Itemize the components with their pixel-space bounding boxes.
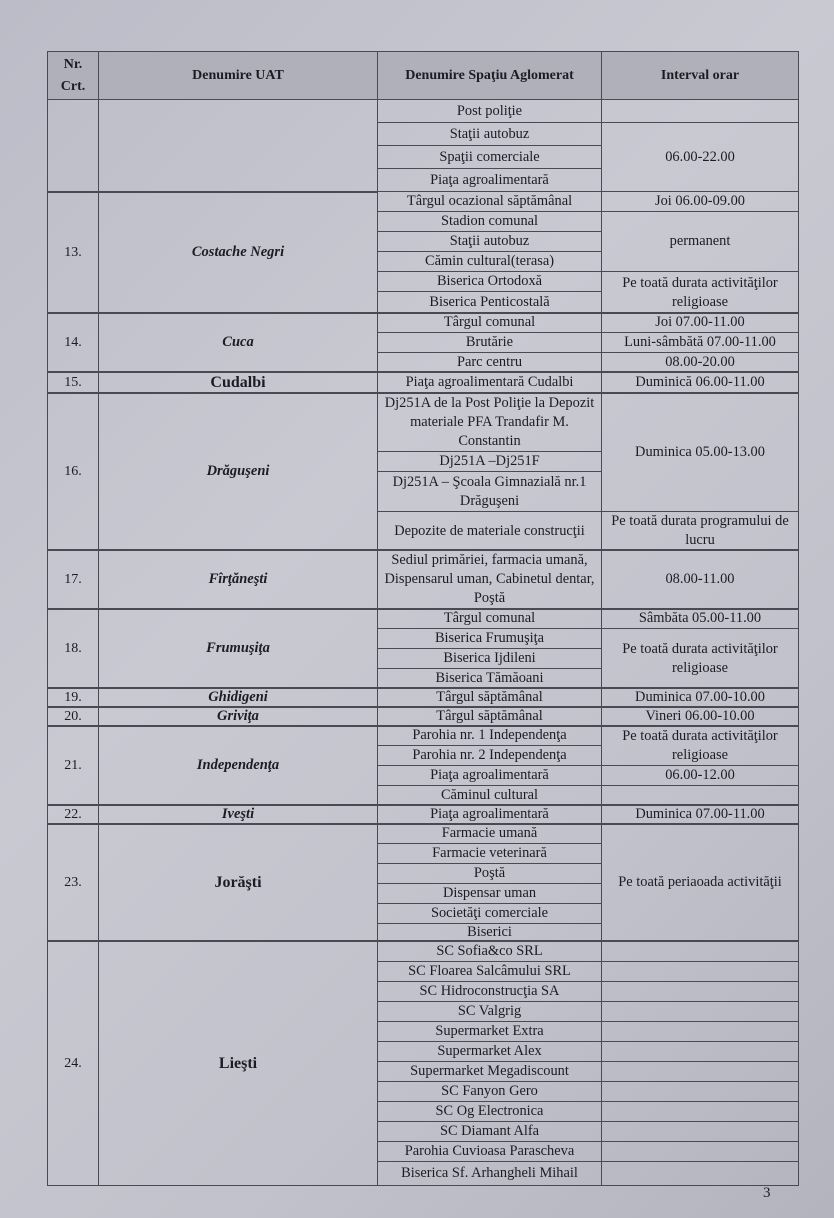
interval: Pe toată periaoada activităţii <box>601 823 799 942</box>
uat-name: Iveşti <box>98 804 378 825</box>
row-number: 23. <box>47 823 99 942</box>
space-name: Târgul comunal <box>377 608 602 629</box>
page-number: 3 <box>763 1185 771 1201</box>
uat-name: Fîrţăneşti <box>98 549 378 610</box>
interval: Pe toată durata activităţilor religioase <box>601 628 799 689</box>
space-name: Depozite de materiale construcţii <box>377 511 602 551</box>
space-name: Farmacie veterinară <box>377 843 602 864</box>
space-name: Societăţi comerciale <box>377 903 602 924</box>
uat-name: Griviţa <box>98 706 378 727</box>
space-name: Sediul primăriei, farmacia umană, Dispensarul uman, Cabinetul dentar, Poştă <box>377 549 602 610</box>
interval: Pe toată durata activităţilor religioase <box>601 725 799 766</box>
space-name: Dj251A – Şcoala Gimnazială nr.1 Drăguşeni <box>377 471 602 512</box>
interval: Pe toată durata activităţilor religioase <box>601 271 799 314</box>
interval <box>601 1041 799 1062</box>
uat-name: Jorăşti <box>98 823 378 942</box>
interval <box>601 1141 799 1162</box>
space-name: Piaţa agroalimentară <box>377 168 602 192</box>
space-name: SC Hidroconstrucţia SA <box>377 981 602 1002</box>
uat-name: Costache Negri <box>98 191 378 314</box>
space-name: Biserica Ortodoxă <box>377 271 602 292</box>
space-name: Supermarket Megadiscount <box>377 1061 602 1082</box>
space-name: Supermarket Alex <box>377 1041 602 1062</box>
space-name: Staţii autobuz <box>377 231 602 252</box>
interval: Luni-sâmbătă 07.00-11.00 <box>601 332 799 353</box>
row-number: 18. <box>47 608 99 689</box>
row-number <box>47 99 99 193</box>
space-name: Parohia Cuvioasa Parascheva <box>377 1141 602 1162</box>
space-name: Târgul ocazional săptămânal <box>377 191 602 212</box>
space-name: Biserica Tămăoani <box>377 668 602 689</box>
space-name: Târgul comunal <box>377 312 602 333</box>
uat-name: Cuca <box>98 312 378 373</box>
header-nr: Nr. Crt. <box>47 51 99 100</box>
interval: Duminică 06.00-11.00 <box>601 371 799 394</box>
row-number: 21. <box>47 725 99 806</box>
interval <box>601 961 799 982</box>
uat-name: Cudalbi <box>98 371 378 394</box>
space-name: SC Sofia&co SRL <box>377 940 602 962</box>
uat-name: Lieşti <box>98 940 378 1186</box>
space-name: Târgul săptămânal <box>377 687 602 708</box>
interval <box>601 785 799 806</box>
uat-name: Frumuşiţa <box>98 608 378 689</box>
interval: Joi 07.00-11.00 <box>601 312 799 333</box>
interval <box>601 1021 799 1042</box>
space-name: SC Og Electronica <box>377 1101 602 1122</box>
interval: Pe toată durata programului de lucru <box>601 511 799 551</box>
interval: Duminica 07.00-11.00 <box>601 804 799 825</box>
space-name: Biserica Sf. Arhangheli Mihail <box>377 1161 602 1186</box>
space-name: Dispensar uman <box>377 883 602 904</box>
space-name: Căminul cultural <box>377 785 602 806</box>
space-name: SC Fanyon Gero <box>377 1081 602 1102</box>
header-interval: Interval orar <box>601 51 799 100</box>
row-number: 19. <box>47 687 99 708</box>
row-number: 20. <box>47 706 99 727</box>
space-name: Piaţa agroalimentară <box>377 765 602 786</box>
space-name: Cămin cultural(terasa) <box>377 251 602 272</box>
space-name: Poştă <box>377 863 602 884</box>
space-name: Dj251A –Dj251F <box>377 451 602 472</box>
interval: 08.00-20.00 <box>601 352 799 373</box>
space-name: Supermarket Extra <box>377 1021 602 1042</box>
interval: Vineri 06.00-10.00 <box>601 706 799 727</box>
row-number: 17. <box>47 549 99 610</box>
space-name: Staţii autobuz <box>377 122 602 146</box>
interval: permanent <box>601 211 799 272</box>
space-name: SC Floarea Salcâmului SRL <box>377 961 602 982</box>
space-name: Târgul săptămânal <box>377 706 602 727</box>
interval <box>601 1081 799 1102</box>
space-name: Piaţa agroalimentară Cudalbi <box>377 371 602 394</box>
space-name: SC Valgrig <box>377 1001 602 1022</box>
space-name: Post poliţie <box>377 99 602 123</box>
row-number: 24. <box>47 940 99 1186</box>
row-number: 22. <box>47 804 99 825</box>
interval <box>601 981 799 1002</box>
uat-name: Independenţa <box>98 725 378 806</box>
space-name: Biserica Penticostală <box>377 291 602 314</box>
space-name: Piaţa agroalimentară <box>377 804 602 825</box>
interval: Joi 06.00-09.00 <box>601 191 799 212</box>
interval: Sâmbăta 05.00-11.00 <box>601 608 799 629</box>
space-name: Parohia nr. 1 Independenţa <box>377 725 602 746</box>
space-name: Spaţii comerciale <box>377 145 602 169</box>
row-number: 15. <box>47 371 99 394</box>
space-name: Biserica Ijdileni <box>377 648 602 669</box>
interval: 06.00-12.00 <box>601 765 799 786</box>
interval <box>601 940 799 962</box>
space-name: Parohia nr. 2 Independenţa <box>377 745 602 766</box>
header-uat: Denumire UAT <box>98 51 378 100</box>
space-name: Farmacie umană <box>377 823 602 844</box>
header-spatiu: Denumire Spaţiu Aglomerat <box>377 51 602 100</box>
interval <box>601 1001 799 1022</box>
interval: 08.00-11.00 <box>601 549 799 610</box>
row-number: 13. <box>47 191 99 314</box>
interval: 06.00-22.00 <box>601 122 799 192</box>
space-name: Biserica Frumuşiţa <box>377 628 602 649</box>
uat-name: Ghidigeni <box>98 687 378 708</box>
uat-name <box>98 99 378 193</box>
interval <box>601 99 799 123</box>
row-number: 14. <box>47 312 99 373</box>
space-name: SC Diamant Alfa <box>377 1121 602 1142</box>
space-name: Biserici <box>377 923 602 942</box>
interval <box>601 1161 799 1186</box>
row-number: 16. <box>47 392 99 551</box>
space-name: Dj251A de la Post Poliţie la Depozit materiale PFA Trandafir M. Constantin <box>377 392 602 452</box>
space-name: Brutărie <box>377 332 602 353</box>
interval: Duminica 07.00-10.00 <box>601 687 799 708</box>
space-name: Parc centru <box>377 352 602 373</box>
interval: Duminica 05.00-13.00 <box>601 392 799 512</box>
space-name: Stadion comunal <box>377 211 602 232</box>
table <box>47 51 799 1185</box>
interval <box>601 1101 799 1122</box>
interval <box>601 1121 799 1142</box>
uat-name: Drăguşeni <box>98 392 378 551</box>
interval <box>601 1061 799 1082</box>
